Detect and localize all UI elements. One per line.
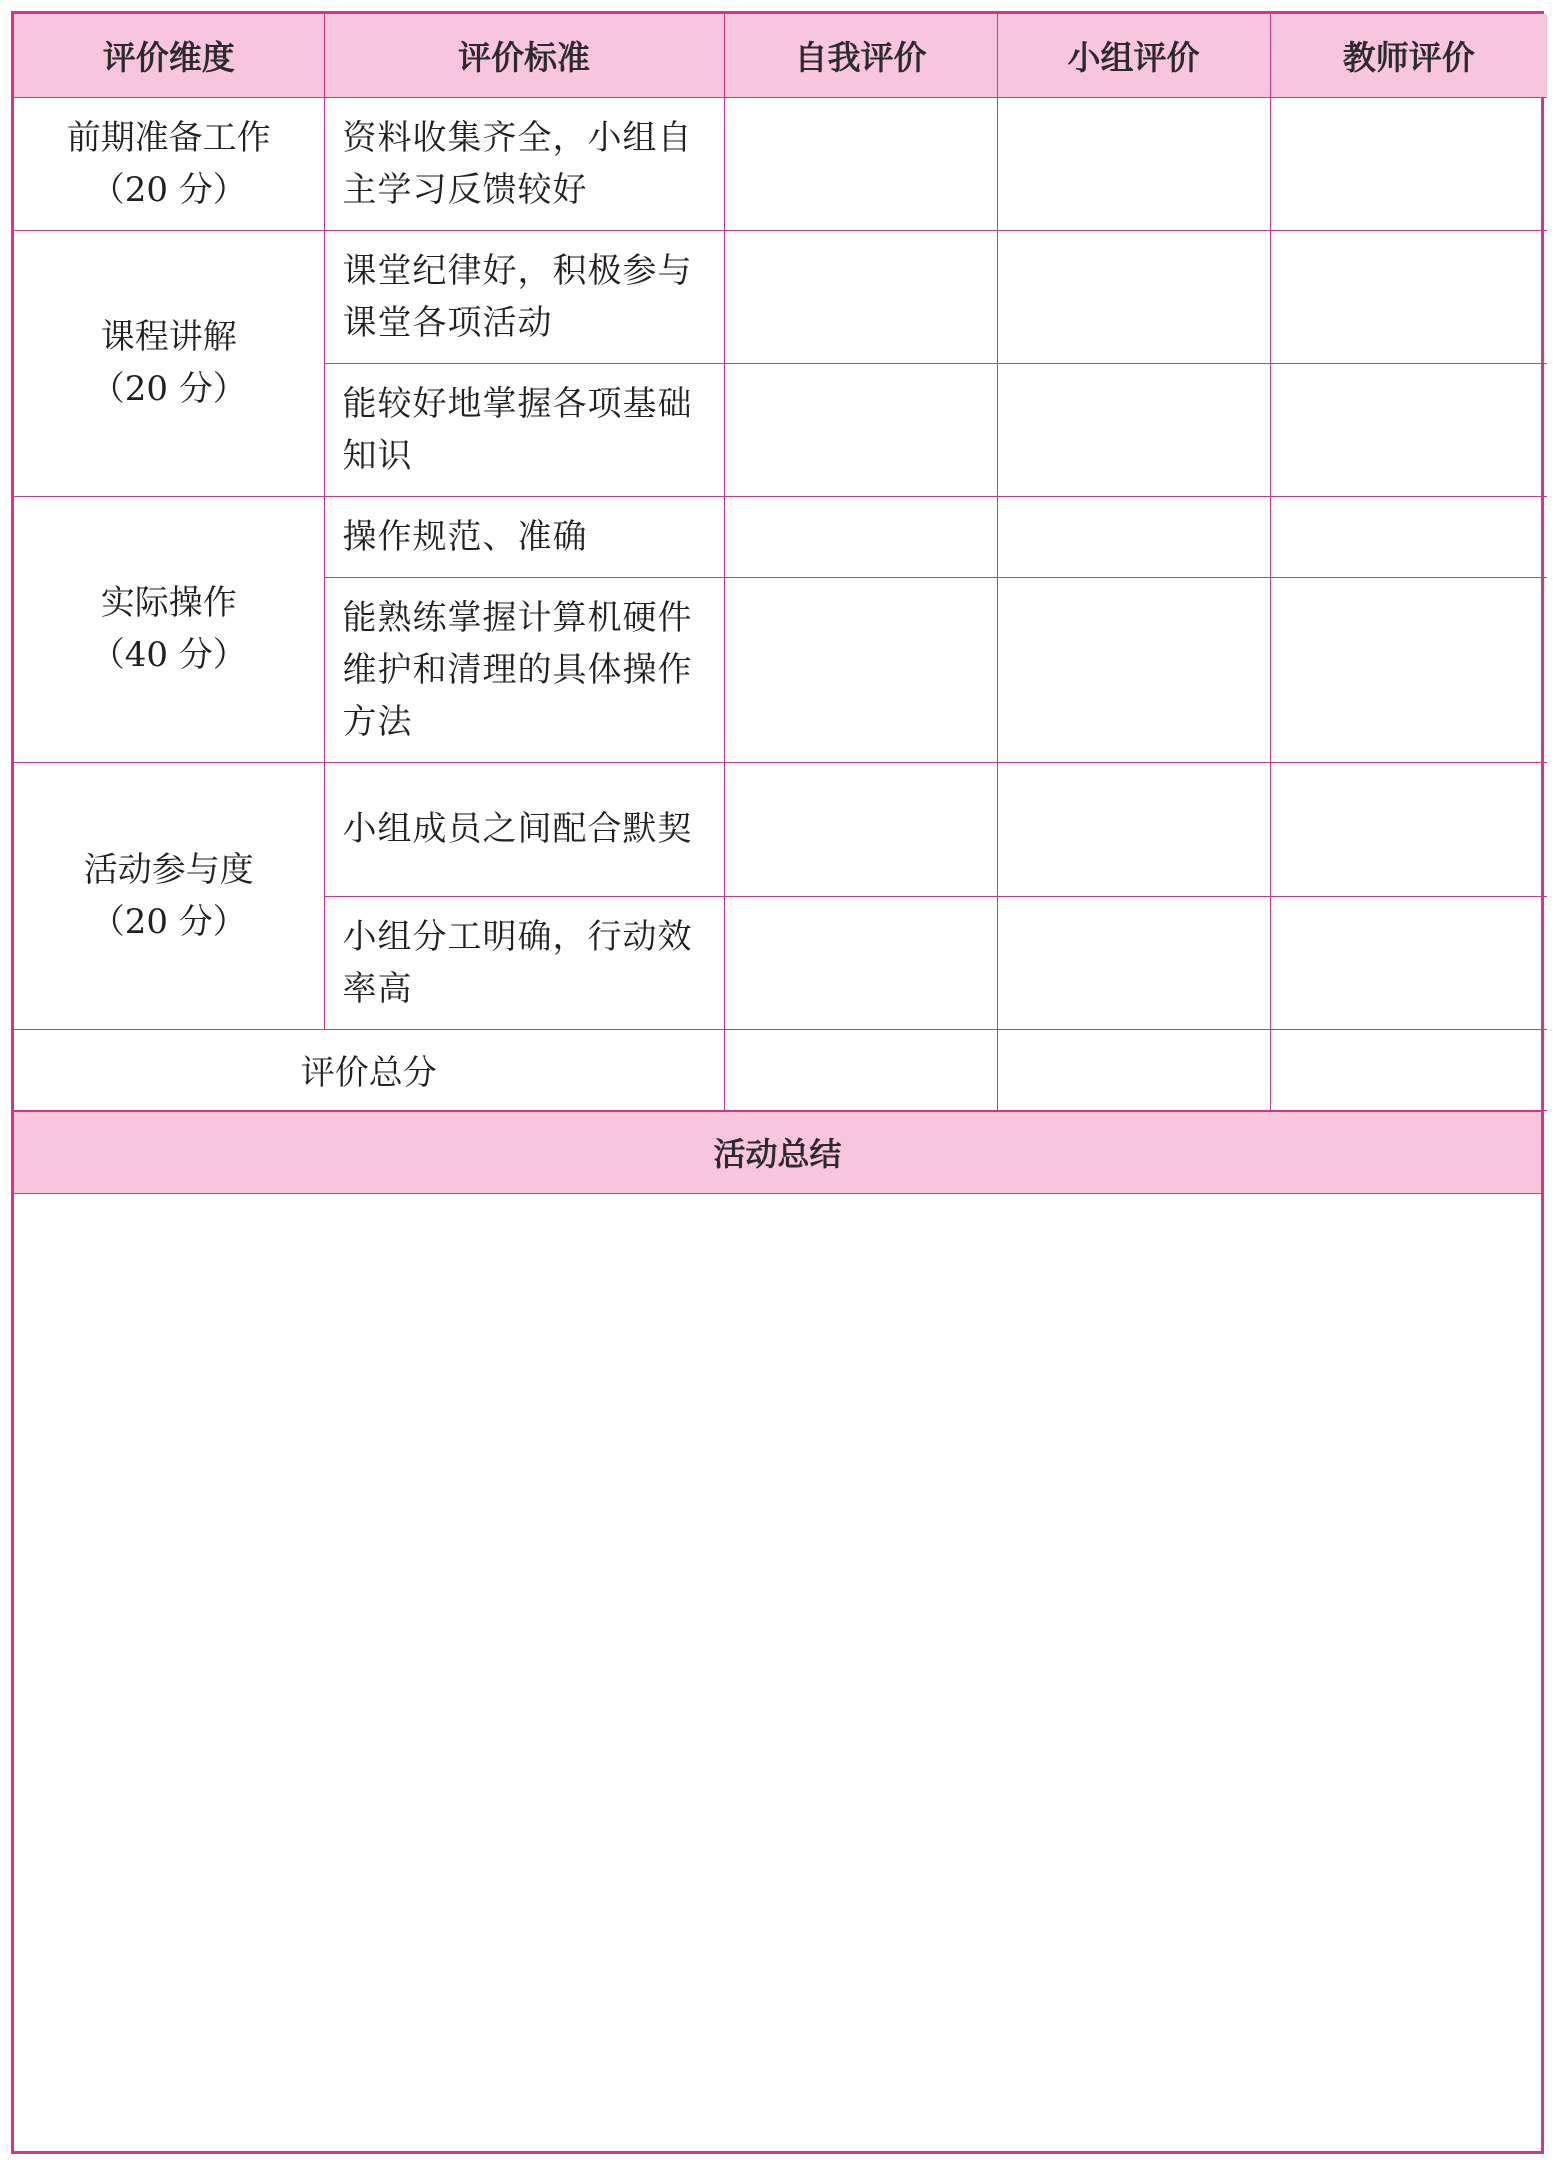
group-eval-cell[interactable] — [997, 896, 1270, 1029]
group-eval-cell[interactable] — [997, 230, 1270, 363]
dimension-cell — [14, 97, 324, 230]
dimension-name: 课程讲解 — [100, 317, 237, 357]
self-eval-cell[interactable] — [724, 577, 997, 762]
evaluation-sheet — [11, 11, 1544, 2154]
summary-title: 活动总结 — [14, 1111, 1541, 1194]
header-teacher-eval: 教师评价 — [1270, 14, 1547, 97]
criteria-cell: 操作规范、准确 — [324, 496, 724, 577]
criteria-cell: 课堂纪律好，积极参与课堂各项活动 — [324, 230, 724, 363]
self-eval-cell[interactable] — [724, 896, 997, 1029]
dimension-name: 前期准备工作 — [66, 117, 271, 158]
dimension-score: （20 分） — [90, 901, 247, 942]
dimension-score: （40 分） — [90, 635, 247, 675]
criteria-cell: 小组成员之间配合默契 — [324, 762, 724, 896]
group-eval-cell[interactable] — [997, 97, 1270, 230]
teacher-eval-cell[interactable] — [1270, 363, 1547, 496]
header-group-eval: 小组评价 — [997, 14, 1270, 97]
teacher-eval-cell[interactable] — [1270, 577, 1547, 762]
table-row — [14, 97, 1547, 230]
dimension-name: 活动参与度 — [83, 849, 254, 890]
group-eval-cell[interactable] — [997, 762, 1270, 896]
teacher-eval-cell[interactable] — [1270, 97, 1547, 230]
group-eval-cell[interactable] — [997, 577, 1270, 762]
table-row — [14, 762, 1547, 896]
group-eval-cell[interactable] — [997, 496, 1270, 577]
evaluation-table — [14, 14, 1547, 1111]
self-eval-total-cell[interactable] — [724, 1029, 997, 1110]
summary-writing-area[interactable] — [14, 1194, 1541, 2152]
table-row — [14, 496, 1547, 577]
teacher-eval-cell[interactable] — [1270, 896, 1547, 1029]
teacher-eval-cell[interactable] — [1270, 230, 1547, 363]
header-row — [14, 14, 1547, 97]
teacher-eval-cell[interactable] — [1270, 762, 1547, 896]
table-row — [14, 230, 1547, 363]
teacher-eval-cell[interactable] — [1270, 496, 1547, 577]
dimension-cell — [14, 762, 324, 1029]
total-label: 评价总分 — [14, 1029, 724, 1110]
dimension-score: （20 分） — [90, 169, 247, 210]
self-eval-cell[interactable] — [724, 363, 997, 496]
self-eval-cell[interactable] — [724, 230, 997, 363]
dimension-cell — [14, 230, 324, 496]
self-eval-cell[interactable] — [724, 97, 997, 230]
criteria-cell: 能较好地掌握各项基础知识 — [324, 363, 724, 496]
total-row — [14, 1029, 1547, 1110]
dimension-score: （20 分） — [90, 369, 247, 409]
group-eval-cell[interactable] — [997, 363, 1270, 496]
dimension-cell — [14, 496, 324, 762]
criteria-cell: 小组分工明确，行动效率高 — [324, 896, 724, 1029]
criteria-cell: 资料收集齐全，小组自主学习反馈较好 — [324, 97, 724, 230]
dimension-name: 实际操作 — [100, 583, 237, 623]
header-self-eval: 自我评价 — [724, 14, 997, 97]
criteria-cell: 能熟练掌握计算机硬件维护和清理的具体操作方法 — [324, 577, 724, 762]
header-dimension: 评价维度 — [14, 14, 324, 97]
teacher-eval-total-cell[interactable] — [1270, 1029, 1547, 1110]
self-eval-cell[interactable] — [724, 496, 997, 577]
self-eval-cell[interactable] — [724, 762, 997, 896]
group-eval-total-cell[interactable] — [997, 1029, 1270, 1110]
header-criteria: 评价标准 — [324, 14, 724, 97]
